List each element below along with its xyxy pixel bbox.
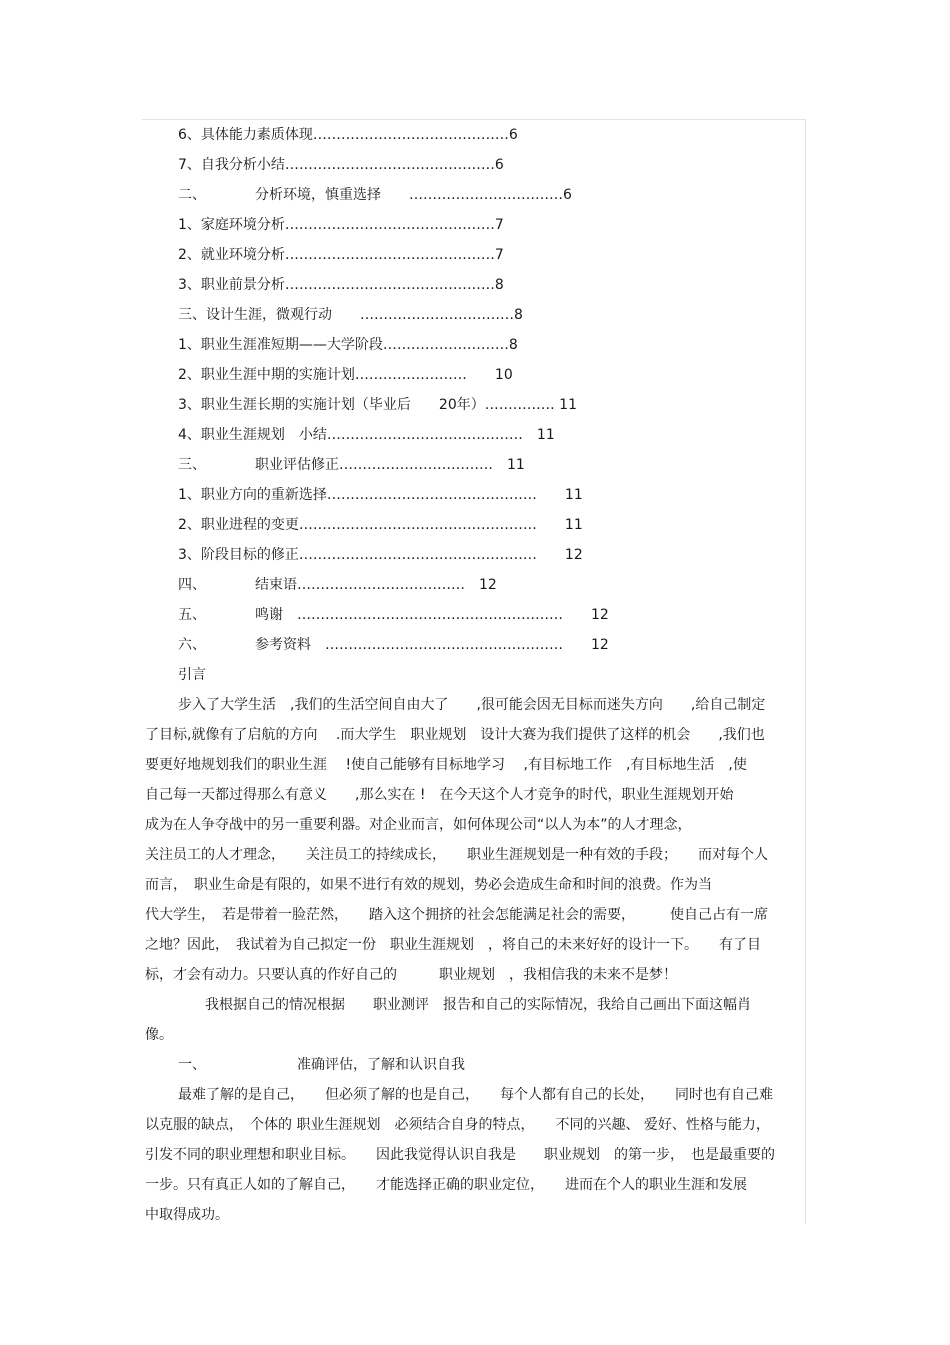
toc-entry: 三、设计生涯，微观行动 ……………………………8 (178, 307, 523, 323)
paragraph-line: 而言， 职业生命是有限的，如果不进行有效的规划，势必会造成生命和时间的浪费。作为当 (145, 877, 712, 893)
paragraph-line: 标，才会有动力。只要认真的作好自己的 职业规划 ，我相信我的未来不是梦！ (145, 967, 677, 983)
toc-entry: 4、职业生涯规划 小结…………………………………… 11 (178, 427, 555, 443)
paragraph-line: 中取得成功。 (145, 1207, 229, 1223)
toc-entry: 7、自我分析小结………………………………………6 (178, 157, 504, 173)
paragraph-line: 我根据自己的情况根据 职业测评 报告和自己的实际情况，我给自己画出下面这幅肖 (205, 997, 751, 1013)
paragraph-line: 像。 (145, 1027, 173, 1043)
toc-entry: 1、职业方向的重新选择……………………………………… 11 (178, 487, 583, 503)
paragraph-line: 了目标,就像有了启航的方向 .而大学生 职业规划 设计大赛为我们提供了这样的机会 ,我们也 (145, 727, 765, 743)
paragraph-line: 成为在人争夺战中的另一重要利器。对企业而言，如何体现公司“以人为本”的人才理念， (145, 817, 692, 833)
section-heading: 引言 (178, 667, 206, 683)
paragraph-line: 一步。只有真正人如的了解自己， 才能选择正确的职业定位， 进而在个人的职业生涯和发展 (145, 1177, 747, 1193)
toc-entry: 2、职业进程的变更…………………………………………… 11 (178, 517, 583, 533)
toc-entry: 1、家庭环境分析………………………………………7 (178, 217, 504, 233)
toc-entry: 2、就业环境分析………………………………………7 (178, 247, 504, 263)
paragraph-line: 之地？因此， 我试着为自己拟定一份 职业生涯规划 ，将自己的未来好好的设计一下。 有了目 (145, 937, 761, 953)
paragraph-line: 步入了大学生活 ,我们的生活空间自由大了 ,很可能会因无目标而迷失方向 ,给自己制定 (178, 697, 766, 713)
toc-entry: 2、职业生涯中期的实施计划…………………… 10 (178, 367, 513, 383)
paragraph-line: 关注员工的人才理念， 关注员工的持续成长， 职业生涯规划是一种有效的手段； 而对每个人 (145, 847, 768, 863)
toc-entry: 3、职业前景分析………………………………………8 (178, 277, 504, 293)
toc-entry: 3、阶段目标的修正…………………………………………… 12 (178, 547, 583, 563)
toc-entry: 6、具体能力素质体现……………………………………6 (178, 127, 518, 143)
toc-entry: 五、 鸣谢 ………………………………………………… 12 (178, 607, 609, 623)
paragraph-line: 要更好地规划我们的职业生涯 !使自己能够有目标地学习 ,有目标地工作 ,有目标地生活 ,使 (145, 757, 747, 773)
toc-entry: 六、 参考资料 …………………………………………… 12 (178, 637, 609, 653)
paragraph-line: 引发不同的职业理想和职业目标。 因此我觉得认识自我是 职业规划 的第一步， 也是最重要的 (145, 1147, 775, 1163)
section-heading: 一、 准确评估，了解和认识自我 (178, 1057, 465, 1073)
paragraph-line: 代大学生， 若是带着一脸茫然， 踏入这个拥挤的社会怎能满足社会的需要， 使自己占有一席 (145, 907, 768, 923)
paragraph-line: 最难了解的是自己， 但必须了解的也是自己， 每个人都有自己的长处， 同时也有自己难 (178, 1087, 773, 1103)
toc-entry: 二、 分析环境，慎重选择 ……………………………6 (178, 187, 572, 203)
paragraph-line: 以克服的缺点， 个体的 职业生涯规划 必须结合自身的特点， 不同的兴趣、 爱好、性格与能力， (145, 1117, 770, 1133)
toc-entry: 3、职业生涯长期的实施计划（毕业后 20年）…………… 11 (178, 397, 577, 413)
toc-entry: 1、职业生涯准短期——大学阶段………………………8 (178, 337, 518, 353)
paragraph-line: 自己每一天都过得那么有意义 ,那么实在 ! 在今天这个人才竞争的时代，职业生涯规划开始 (145, 787, 734, 803)
toc-entry: 四、 结束语……………………………… 12 (178, 577, 497, 593)
toc-entry: 三、 职业评估修正…………………………… 11 (178, 457, 525, 473)
